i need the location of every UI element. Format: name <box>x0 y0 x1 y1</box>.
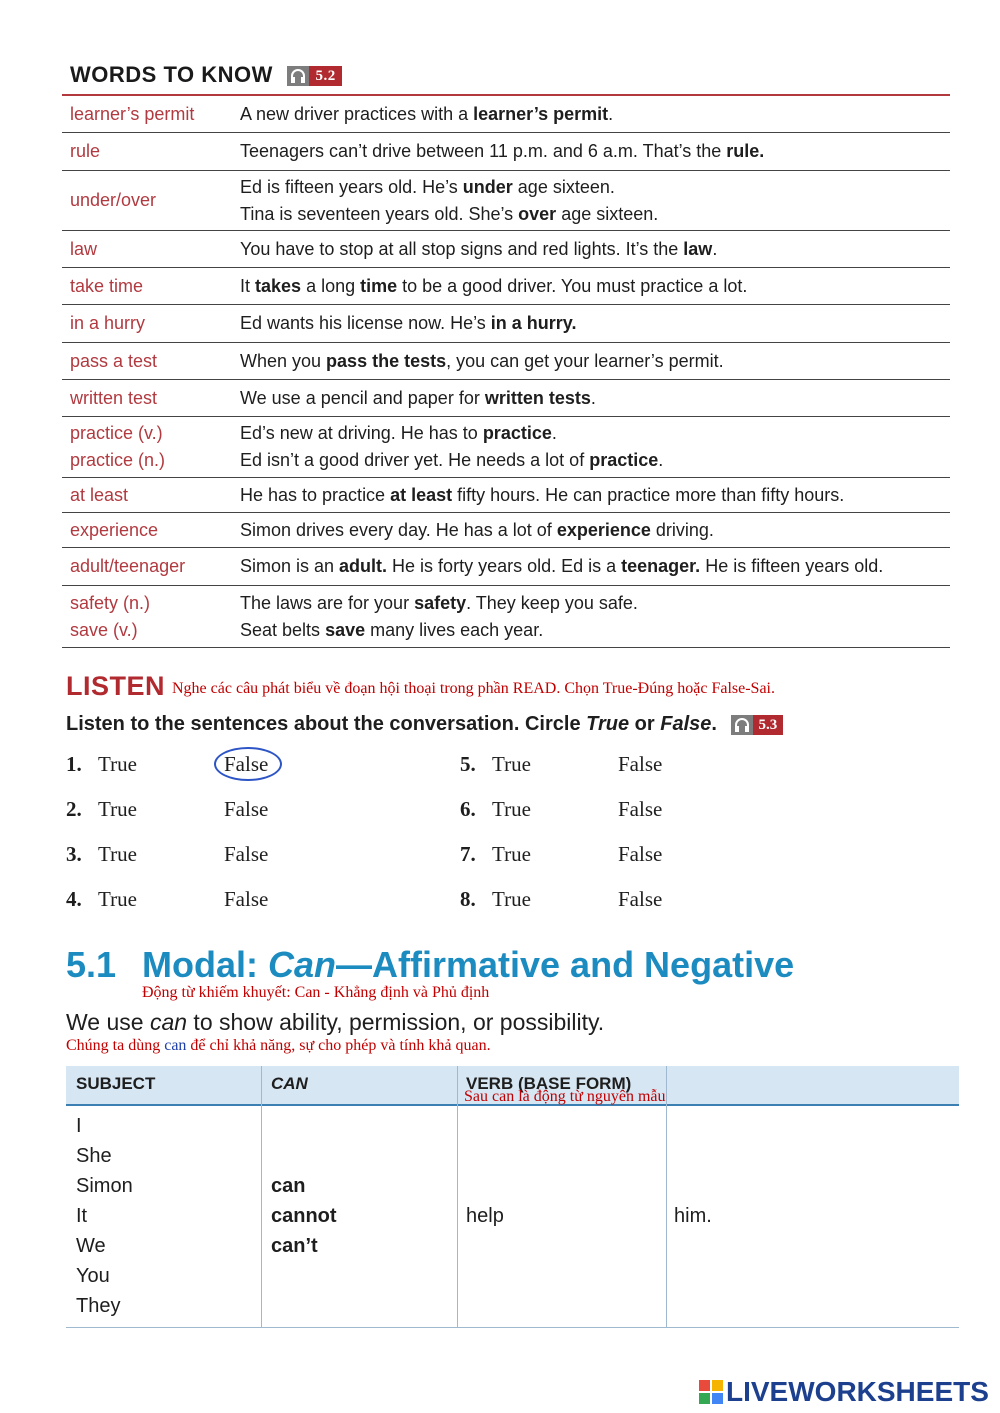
definition-text: Simon drives every day. He has a lot of <box>240 519 557 540</box>
definition-text: Seat belts <box>240 619 326 640</box>
definition-text: He is fifteen years old. <box>700 556 884 576</box>
vocab-term <box>62 517 240 544</box>
definition-text: . <box>712 238 718 259</box>
can-form: can’t <box>271 1235 318 1257</box>
intro-text: We use <box>66 1009 150 1035</box>
column-divider <box>457 1066 458 1328</box>
definition-text: a long <box>301 275 361 296</box>
definition-text: to be a good driver. You must practice a lot. <box>397 275 748 296</box>
definition-text: fifty hours. He can practice more than fifty hours. <box>452 484 845 505</box>
verb-help: help <box>466 1205 504 1227</box>
vocab-definition <box>240 517 950 544</box>
viet-intro-can: can <box>164 1037 187 1054</box>
answer-option-true[interactable]: True <box>98 752 137 776</box>
listen-vietnamese-instruction: Nghe các câu phát biểu về đoạn hội thoại trong phần READ. Chọn True-Đúng hoặc False-Sai. <box>172 680 775 697</box>
definition-keyword: in a hurry. <box>490 313 577 333</box>
viet-intro-text: Chúng ta dùng <box>66 1037 165 1054</box>
definition-text: Teenagers can’t drive between 11 p.m. and 6 a.m. That’s the <box>240 141 727 161</box>
definition-line <box>240 517 950 544</box>
answer-option-true[interactable]: True <box>98 842 137 866</box>
vocab-definition <box>240 174 950 228</box>
grammar-intro <box>66 1009 604 1036</box>
answer-option-true[interactable]: True <box>492 797 531 821</box>
definition-text: Simon is an <box>240 556 340 576</box>
definition-text: We use a pencil and paper for <box>240 387 485 408</box>
vocab-term-text: practice (n.) <box>70 450 166 470</box>
header-can: CAN <box>271 1074 308 1093</box>
title-can: Can <box>267 944 336 985</box>
answer-option-false[interactable]: False <box>618 752 663 776</box>
logo-mark-icon <box>698 1379 724 1405</box>
vocab-term <box>62 420 240 474</box>
headphones-icon <box>731 715 753 735</box>
definition-line <box>240 617 950 644</box>
listen-heading: LISTEN <box>66 671 166 701</box>
vocab-term <box>62 348 240 375</box>
vocab-row <box>62 586 950 648</box>
definition-keyword: time <box>360 275 398 296</box>
vocab-term-text: at least <box>70 484 129 505</box>
audio-track-button[interactable] <box>287 66 341 86</box>
vocab-row <box>62 380 950 417</box>
definition-text: Tina is seventeen years old. She’s <box>240 203 519 224</box>
answer-option-true[interactable]: True <box>492 887 531 911</box>
vocab-term-text: safety (n.) <box>70 592 151 613</box>
vocab-row <box>62 133 950 171</box>
grammar-table <box>66 1066 959 1328</box>
definition-keyword: adult. <box>339 556 388 576</box>
table-bottom-rule <box>66 1327 959 1328</box>
definition-text: A new driver practices with a <box>240 103 474 124</box>
subject-pronoun: She <box>76 1145 112 1167</box>
vocab-row <box>62 231 950 268</box>
answer-option-false[interactable]: False <box>224 752 269 776</box>
definition-text: When you <box>240 350 327 371</box>
vocab-term <box>62 187 240 214</box>
definition-keyword: practice <box>589 450 659 470</box>
answer-option-true[interactable]: True <box>492 842 531 866</box>
instruction-true: True <box>586 713 630 735</box>
listen-instruction <box>66 713 783 736</box>
definition-line <box>240 482 950 509</box>
definition-keyword: pass the tests <box>326 350 447 371</box>
words-to-know-heading <box>70 62 342 88</box>
definition-keyword: over <box>518 203 557 224</box>
definition-line <box>240 101 950 128</box>
vocab-row <box>62 548 950 586</box>
vocab-term-text: in a hurry <box>70 313 146 333</box>
definition-text: age sixteen. <box>556 203 659 224</box>
vocab-definition <box>240 385 950 412</box>
vocab-term-text: pass a test <box>70 350 158 371</box>
vocab-term-text: take time <box>70 275 144 296</box>
vocab-definition <box>240 553 950 580</box>
definition-line <box>240 310 950 337</box>
track-number: 5.3 <box>753 715 784 735</box>
definition-line <box>240 201 950 228</box>
definition-line <box>240 174 950 201</box>
definition-keyword: written tests <box>484 387 591 408</box>
vocab-definition <box>240 273 950 300</box>
instruction-end: . <box>711 713 717 735</box>
vocab-term-text: under/over <box>70 190 157 210</box>
complement-him: him. <box>674 1205 712 1227</box>
vocabulary-table <box>62 94 950 648</box>
vocab-row <box>62 171 950 231</box>
subject-pronoun: You <box>76 1265 110 1287</box>
definition-text: . <box>590 387 596 408</box>
definition-keyword: save <box>325 619 366 640</box>
headphones-icon <box>287 66 309 86</box>
liveworksheets-logo <box>698 1376 989 1408</box>
answer-option-false[interactable]: False <box>224 887 269 911</box>
answer-option-true[interactable]: True <box>98 797 137 821</box>
subject-pronoun: We <box>76 1235 106 1257</box>
answer-option-true[interactable]: True <box>98 887 137 911</box>
answer-number: 5. <box>460 752 476 776</box>
header-verb: VERB (BASE FORM) <box>466 1074 632 1093</box>
title-part: —Affirmative and Negative <box>336 944 795 985</box>
definition-text: Ed isn’t a good driver yet. He needs a lot of <box>240 450 590 470</box>
intro-can: can <box>149 1009 188 1035</box>
definition-line <box>240 447 950 474</box>
definition-text: many lives each year. <box>365 619 544 640</box>
logo-text: LIVEWORKSHEETS <box>726 1376 989 1407</box>
definition-text: Ed’s new at driving. He has to <box>240 423 483 443</box>
answer-circle-mark <box>214 747 282 781</box>
vocab-term <box>62 553 240 580</box>
answer-number: 6. <box>460 797 476 821</box>
vocab-definition <box>240 138 950 165</box>
vocab-definition <box>240 101 950 128</box>
definition-line <box>240 348 950 375</box>
audio-track-button[interactable] <box>731 715 784 735</box>
definition-keyword: teenager. <box>621 556 701 576</box>
answer-number: 3. <box>66 842 82 866</box>
vocab-term <box>62 482 240 509</box>
definition-keyword: learner’s permit <box>473 103 609 124</box>
vocab-row <box>62 305 950 343</box>
can-form: can <box>271 1175 306 1197</box>
subject-pronoun: They <box>76 1295 121 1317</box>
answer-option-false[interactable]: False <box>224 797 269 821</box>
column-divider <box>261 1066 262 1328</box>
vocab-definition <box>240 420 950 474</box>
definition-keyword: under <box>462 176 513 197</box>
vocab-definition <box>240 310 950 337</box>
title-part: Modal: <box>142 944 268 985</box>
definition-text: Ed wants his license now. He’s <box>240 313 491 333</box>
subject-pronoun: Simon <box>76 1175 133 1197</box>
words-to-know-title: WORDS TO KNOW <box>70 62 273 87</box>
grammar-intro-vietnamese <box>66 1037 491 1055</box>
definition-text: . <box>551 423 557 443</box>
section-number: 5.1 <box>66 944 117 985</box>
definition-keyword: takes <box>255 275 302 296</box>
definition-line <box>240 420 950 447</box>
answer-number: 1. <box>66 752 82 776</box>
definition-line <box>240 236 950 263</box>
vocab-term-text: written test <box>70 387 158 408</box>
vocab-row <box>62 96 950 133</box>
vocab-row <box>62 513 950 548</box>
vocab-definition <box>240 590 950 644</box>
definition-line <box>240 138 950 165</box>
definition-keyword: experience <box>556 519 651 540</box>
definition-keyword: at least <box>390 484 453 505</box>
vocab-definition <box>240 236 950 263</box>
vocab-row <box>62 268 950 305</box>
answer-option-false[interactable]: False <box>618 842 663 866</box>
definition-text: driving. <box>650 519 714 540</box>
definition-text: . <box>658 450 664 470</box>
definition-text: He is forty years old. Ed is a <box>387 556 622 576</box>
vocab-term-text: experience <box>70 519 159 540</box>
vocab-term <box>62 310 240 337</box>
answer-option-false[interactable]: False <box>618 887 663 911</box>
instruction-or: or <box>629 713 661 735</box>
can-form: cannot <box>271 1205 337 1227</box>
definition-line <box>240 273 950 300</box>
definition-text: He has to practice <box>240 484 391 505</box>
viet-intro-text: để chỉ khả năng, sự cho phép và tính khả quan. <box>186 1037 491 1054</box>
definition-text: . <box>608 103 614 124</box>
definition-text: You have to stop at all stop signs and red lights. It’s the <box>240 238 684 259</box>
vocab-term <box>62 273 240 300</box>
vocab-row <box>62 343 950 380</box>
answer-option-false[interactable]: False <box>224 842 269 866</box>
vocab-term-text: rule <box>70 141 101 161</box>
definition-text: Ed is fifteen years old. He’s <box>240 176 463 197</box>
definition-line <box>240 553 950 580</box>
vocab-term <box>62 590 240 644</box>
vocab-term-text: adult/teenager <box>70 556 186 576</box>
vocab-term-text: learner’s permit <box>70 103 195 124</box>
definition-line <box>240 385 950 412</box>
vocab-term-text: save (v.) <box>70 619 138 640</box>
answer-option-true[interactable]: True <box>492 752 531 776</box>
definition-keyword: safety <box>414 592 467 613</box>
answer-option-false[interactable]: False <box>618 797 663 821</box>
vocab-row <box>62 478 950 513</box>
definition-text: age sixteen. <box>512 176 615 197</box>
subject-pronoun: It <box>76 1205 88 1227</box>
vocab-term <box>62 236 240 263</box>
vocab-row <box>62 417 950 478</box>
definition-text: , you can get your learner’s permit. <box>446 350 724 371</box>
definition-keyword: practice <box>482 423 552 443</box>
answer-number: 7. <box>460 842 476 866</box>
vocab-term-text: law <box>70 238 98 259</box>
verb-note: Sau can là động từ nguyên mẫu <box>464 1088 666 1105</box>
vocab-term <box>62 385 240 412</box>
answer-number: 8. <box>460 887 476 911</box>
vocab-definition <box>240 348 950 375</box>
vocab-term <box>62 101 240 128</box>
section-title <box>142 944 794 986</box>
definition-line <box>240 590 950 617</box>
column-divider <box>666 1066 667 1328</box>
definition-keyword: rule. <box>726 141 765 161</box>
definition-text: It <box>240 275 256 296</box>
header-subject: SUBJECT <box>76 1074 156 1093</box>
definition-text: . They keep you safe. <box>466 592 638 613</box>
intro-text: to show ability, permission, or possibility. <box>187 1009 605 1035</box>
answer-number: 4. <box>66 887 82 911</box>
answer-number: 2. <box>66 797 82 821</box>
definition-text: The laws are for your <box>240 592 415 613</box>
subject-pronoun: I <box>76 1115 82 1137</box>
vocab-term-text: practice (v.) <box>70 423 163 443</box>
instruction-false: False <box>660 713 712 735</box>
vocab-term <box>62 138 240 165</box>
track-number: 5.2 <box>309 66 341 86</box>
section-vietnamese-title: Động từ khiếm khuyết: Can - Khẳng định và Phủ định <box>142 984 490 1001</box>
definition-keyword: law <box>683 238 713 259</box>
instruction-text: Listen to the sentences about the conversation. Circle <box>66 713 587 735</box>
vocab-definition <box>240 482 950 509</box>
